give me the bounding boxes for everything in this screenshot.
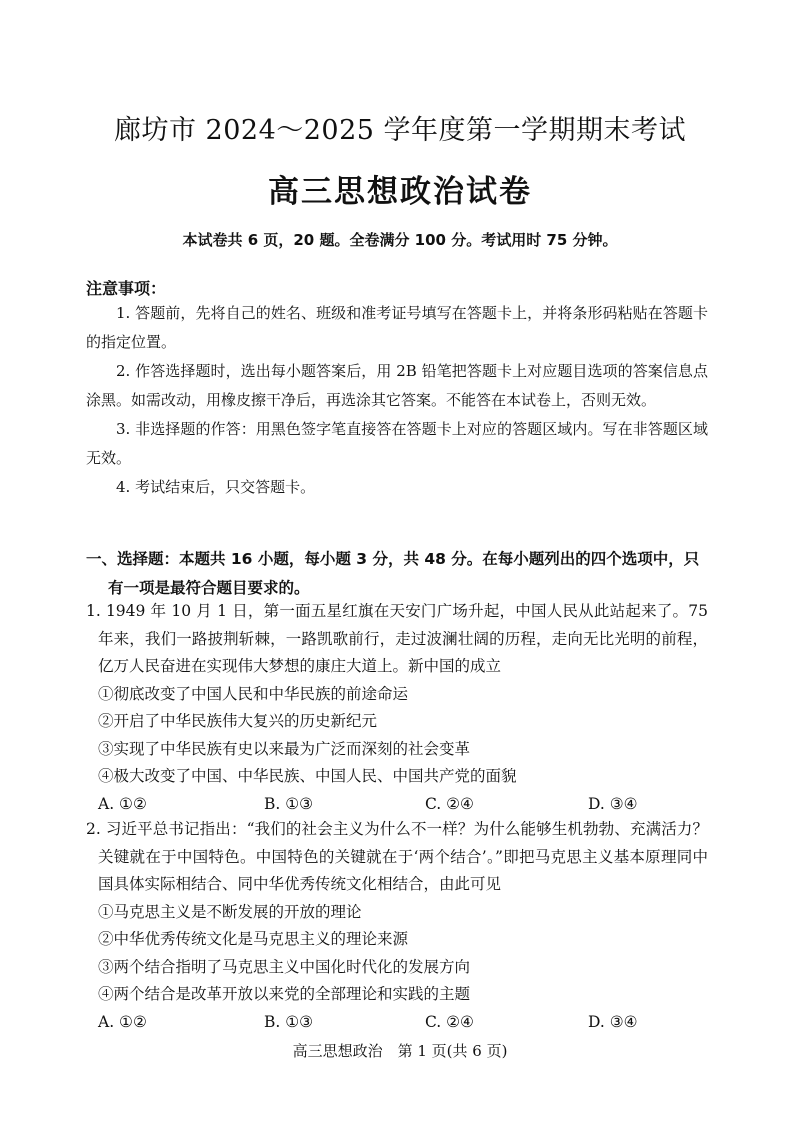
- statement: ①彻底改变了中国人民和中华民族的前途命运: [98, 684, 409, 703]
- notice-item: 2. 作答选择题时，选出每小题答案后，用 2B 铅笔把答题卡上对应题目选项的答案信息点涂黑。如需改动，用橡皮擦干净后，再选涂其它答案。不能答在本试卷上，否则无效。: [86, 362, 708, 409]
- notice-list: [86, 299, 708, 502]
- option-d: D. ③④: [588, 794, 638, 813]
- notice-item: 1. 答题前，先将自己的姓名、班级和准考证号填写在答题卡上，并将条形码粘贴在答题卡的指定位置。: [86, 304, 708, 351]
- statement: ②开启了中华民族伟大复兴的历史新纪元: [98, 712, 378, 730]
- option-b: B. ①③: [264, 1012, 314, 1031]
- option-c: C. ②④: [425, 794, 474, 813]
- option-d: D. ③④: [588, 1012, 638, 1031]
- notice-item: 4. 考试结束后，只交答题卡。: [116, 478, 316, 496]
- answer-options: [86, 1009, 708, 1037]
- option-c: C. ②④: [425, 1012, 474, 1031]
- option-a: A. ①②: [98, 794, 147, 813]
- question-1: [86, 598, 708, 818]
- option-a: A. ①②: [98, 1012, 147, 1031]
- statement: ②中华优秀传统文化是马克思主义的理论来源: [98, 930, 409, 948]
- section-heading: 一、选择题：本题共 16 小题，每小题 3 分，共 48 分。在每小题列出的四个选项中，只有一项是最符合题目要求的。: [86, 550, 700, 597]
- question-stem: 1. 1949 年 10 月 1 日，第一面五星红旗在天安门广场升起，中国人民从此站起来了。75 年来，我们一路披荆斩棘，一路凯歌前行，走过波澜壮阔的历程，走向无比光明的前程，亿万人民奋进在实现伟大梦想的康庄大道上。新中国的成立: [86, 602, 708, 675]
- question-stem: 2. 习近平总书记指出：“我们的社会主义为什么不一样？为什么能够生机勃勃、充满活力？关键就在于中国特色。中国特色的关键就在于‘两个结合’。”即把马克思主义基本原理同中国具体实际相结合、同中华优秀传统文化相结合，由此可见: [86, 820, 708, 893]
- statement: ④极大改变了中国、中华民族、中国人民、中国共产党的面貌: [98, 767, 517, 785]
- statement: ①马克思主义是不断发展的开放的理论: [98, 902, 362, 921]
- notice-title: 注意事项：: [86, 279, 167, 298]
- exam-subtitle: 高三思想政治试卷: [268, 174, 532, 210]
- notice-item: 3. 非选择题的作答：用黑色签字笔直接答在答题卡上对应的答题区域内。写在非答题区域无效。: [86, 420, 708, 467]
- exam-title: 廊坊市 2024～2025 学年度第一学期期末考试: [113, 115, 687, 146]
- option-b: B. ①③: [264, 794, 314, 813]
- statement: ④两个结合是改革开放以来党的全部理论和实践的主题: [98, 985, 471, 1003]
- statement: ③实现了中华民族有史以来最为广泛而深刻的社会变革: [98, 739, 471, 758]
- answer-options: [86, 791, 708, 819]
- statement: ③两个结合指明了马克思主义中国化时代化的发展方向: [98, 957, 471, 976]
- page-footer: 高三思想政治 第 1 页(共 6 页): [292, 1042, 508, 1060]
- exam-info: 本试卷共 6 页，20 题。全卷满分 100 分。考试用时 75 分钟。: [182, 231, 618, 249]
- question-2: [86, 816, 708, 1036]
